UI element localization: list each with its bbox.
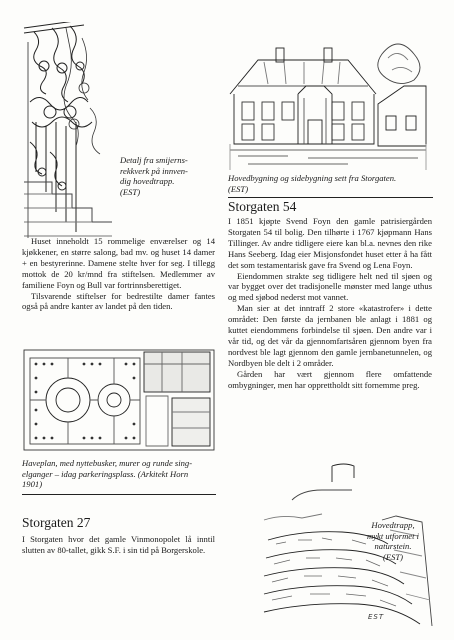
stairs-caption: Hovedtrapp, mykt utformet i naturstein. (EST) bbox=[366, 520, 420, 562]
divider bbox=[22, 494, 216, 495]
intro-paragraph: Huset inneholdt 15 rommelige enværelser og 14 kjøkkener, en større salong, bad mv. og huset 14 damer + en bestyrerinne. Damene stelte hver for seg. I tillegg mottok de 20 kr/mnd fra stiftelsen. Medlemmer av familiene Foyn og Bull var fortrinnsberettiget. bbox=[22, 236, 215, 290]
storgaten-54-paragraph: Man sier at det inntraff 2 store «katastrofer» i dette området: Den første da jernbanen ble anlagt i 1881 og kuttet eiendommens forbindelse til sjøen. Den andre var i vår tid, og det vår da gjennomfartsåren gjennom byen fra nordvest ble lagt gjennom den gamle jernbanetunnelen, og Nordbyen ble delt i 2 områder. bbox=[228, 303, 432, 368]
railing-sketch-hatching bbox=[60, 28, 110, 158]
storgaten-27-text bbox=[22, 534, 215, 556]
railing-caption: Detalj fra smijerns- rekkverk på innven- dig hovedtrapp. (EST) bbox=[120, 155, 188, 197]
heading-storgaten-27: Storgaten 27 bbox=[22, 515, 91, 530]
intro-paragraph: Tilsvarende stiftelser for bedrestilte damer fantes også på andre kanter av landet på den tiden. bbox=[22, 290, 215, 312]
garden-plan-drawing bbox=[22, 348, 216, 452]
main-building-caption: Hovedbygning og sidebygning sett fra Storgaten. (EST) bbox=[228, 173, 397, 194]
storgaten-54-text bbox=[228, 216, 432, 391]
storgaten-54-paragraph: Gården har vært gjennom flere omfattende ombygninger, men har opprettholdt sitt fornemme preg. bbox=[228, 368, 432, 390]
sketch-signature: EST bbox=[368, 613, 385, 621]
divider bbox=[228, 197, 433, 198]
intro-text bbox=[22, 236, 215, 312]
storgaten-54-paragraph: I 1851 kjøpte Svend Foyn den gamle patrisiergården Storgaten 54 til bolig. Den tilhørte i 1767 kjøpmann Hans Tillinger. Av andre tidligere eiere kan bl.a. nevnes den rike Hans Seeberg. Idag eier Misjonsfondet huset etter å ha fått det som testamentarisk gave fra Svend og Lena Foyn. bbox=[228, 216, 432, 270]
heading-storgaten-54: Storgaten 54 bbox=[228, 199, 297, 214]
main-building-sketch bbox=[228, 24, 428, 170]
storgaten-27-paragraph: I Storgaten hvor det gamle Vinmonopolet lå inntil slutten av 80-tallet, gikk S.F. i sin tid på Borgerskole. bbox=[22, 534, 215, 555]
garden-plan-caption: Haveplan, med nyttebusker, murer og runde sing- elganger – idag parkeringsplass. (Arkitekt Horn 1901) bbox=[22, 458, 193, 490]
storgaten-54-paragraph: Eiendommen strakte seg tidligere helt ned til sjøen og var bygget over det tradisjonelle mønster med lange uthus og med sjøbod nederst mot vannet. bbox=[228, 270, 432, 303]
